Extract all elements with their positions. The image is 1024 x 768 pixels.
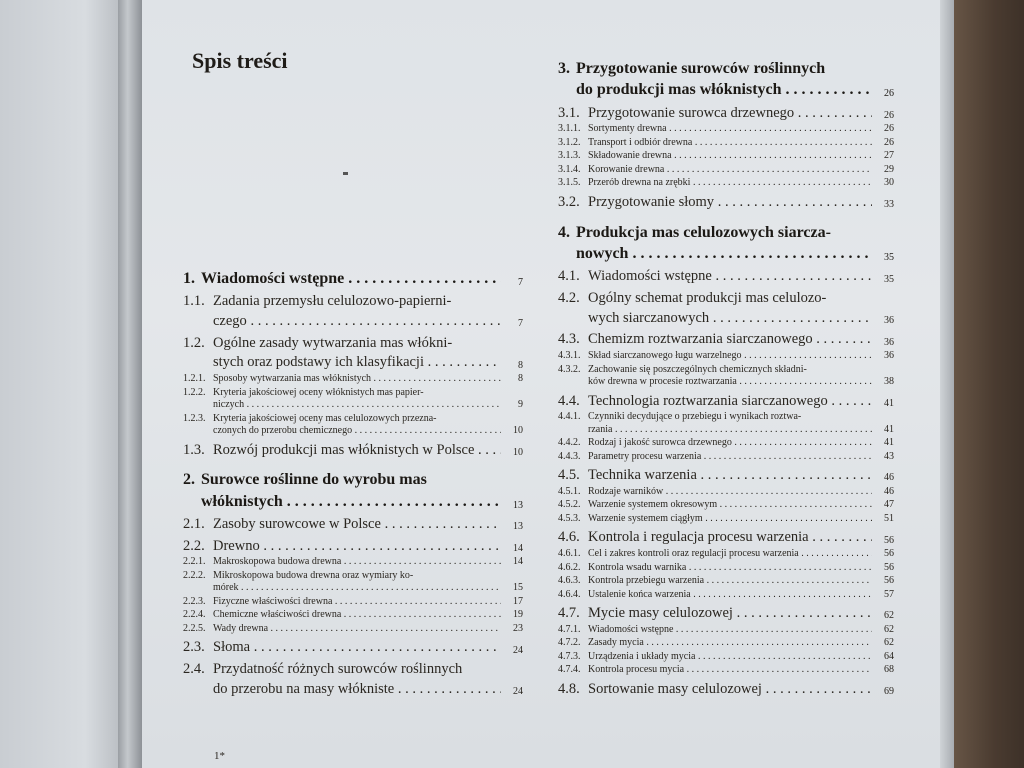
toc-page-number: 35 bbox=[884, 273, 894, 285]
toc-entry bbox=[558, 290, 894, 326]
toc-entry-title: do przerobu na masy włókniste . . . bbox=[213, 681, 501, 698]
toc-entry-number: 2.2.2. bbox=[183, 569, 206, 581]
toc-entry bbox=[183, 471, 523, 511]
toc-entry-title: Ogólny schemat produkcji mas celulozo- bbox=[588, 290, 827, 307]
toc-page-number: 69 bbox=[884, 685, 894, 697]
toc-entry bbox=[183, 335, 523, 371]
toc-page-number: 41 bbox=[884, 397, 894, 409]
toc-entry-title: Kontrola procesu mycia . . . bbox=[588, 664, 872, 676]
toc-entry-number: 4.8. bbox=[558, 680, 580, 697]
toc-entry-title: Makroskopowa budowa drewna . . . bbox=[213, 556, 501, 568]
toc-entry-title: Przygotowanie słomy . . . bbox=[588, 194, 872, 211]
toc-entry bbox=[558, 177, 894, 189]
toc-entry bbox=[183, 387, 523, 411]
toc-entry-number: 3.1.3. bbox=[558, 150, 581, 162]
toc-entry-title: niczych . . . bbox=[213, 399, 501, 411]
toc-entry-number: 4.7. bbox=[558, 605, 580, 622]
toc-page-number: 35 bbox=[884, 251, 894, 263]
toc-entry-number: 3.2. bbox=[558, 193, 580, 210]
toc-entry-number: 3. bbox=[558, 60, 570, 77]
toc-entry-number: 4.4. bbox=[558, 392, 580, 409]
toc-entry-title: Zadania przemysłu celulozowo-papierni- bbox=[213, 293, 452, 310]
toc-page-number: 51 bbox=[884, 512, 894, 524]
toc-entry-title: czego . . . bbox=[213, 313, 501, 330]
toc-entry-number: 4.7.1. bbox=[558, 623, 581, 635]
toc-page-number: 23 bbox=[513, 622, 523, 634]
toc-page-number: 29 bbox=[884, 163, 894, 175]
toc-entry-title: ków drewna w procesie roztwarzania . . . bbox=[588, 376, 872, 388]
toc-entry-number: 4.6.2. bbox=[558, 561, 581, 573]
toc-entry-title: Przydatność różnych surowców roślinnych bbox=[213, 661, 463, 678]
toc-page-number: 36 bbox=[884, 350, 894, 362]
toc-entry bbox=[558, 499, 894, 511]
toc-entry bbox=[183, 538, 523, 555]
toc-entry bbox=[558, 393, 894, 410]
toc-entry-number: 1.2. bbox=[183, 334, 205, 351]
toc-entry-title: Wady drewna . . . bbox=[213, 623, 501, 635]
toc-entry-title: Fizyczne właściwości drewna . . . bbox=[213, 596, 501, 608]
toc-entry bbox=[558, 562, 894, 574]
toc-entry bbox=[558, 486, 894, 498]
toc-entry bbox=[558, 411, 894, 435]
toc-entry-number: 4.4.3. bbox=[558, 450, 581, 462]
toc-entry-number: 4.4.2. bbox=[558, 437, 581, 449]
toc-page-number: 62 bbox=[884, 623, 894, 635]
toc-page-number: 62 bbox=[884, 610, 894, 622]
toc-entry bbox=[558, 123, 894, 135]
toc-entry-number: 4.7.2. bbox=[558, 637, 581, 649]
toc-entry bbox=[183, 516, 523, 533]
toc-entry bbox=[558, 224, 894, 264]
toc-entry-title: Surowce roślinne do wyrobu mas bbox=[201, 471, 427, 489]
toc-page-number: 26 bbox=[884, 109, 894, 121]
toc-entry-title: stych oraz podstawy ich klasyfikacji . . . bbox=[213, 354, 501, 371]
toc-entry bbox=[558, 681, 894, 698]
toc-entry bbox=[558, 624, 894, 636]
toc-entry-title: Kontrola wsadu warnika . . . bbox=[588, 562, 872, 574]
toc-entry bbox=[558, 268, 894, 285]
toc-entry-title: Kryteria jakościowej oceny mas celulozowych przezna- bbox=[213, 412, 437, 424]
toc-entry-title: Parametry procesu warzenia . . . bbox=[588, 451, 872, 463]
toc-page-number: 36 bbox=[884, 336, 894, 348]
toc-column-right bbox=[558, 60, 894, 697]
toc-page-number: 33 bbox=[884, 199, 894, 211]
toc-entry-number: 2.2.5. bbox=[183, 622, 206, 634]
toc-entry bbox=[558, 637, 894, 649]
toc-page-number: 10 bbox=[513, 425, 523, 437]
toc-entry bbox=[558, 575, 894, 587]
toc-entry bbox=[183, 639, 523, 656]
toc-entry-title: Cel i zakres kontroli oraz regulacji procesu warzenia . . . bbox=[588, 548, 872, 560]
book-cover-flap bbox=[0, 0, 122, 768]
toc-entry-number: 1.2.3. bbox=[183, 412, 206, 424]
toc-page-number: 8 bbox=[518, 359, 523, 371]
toc-page-number: 15 bbox=[513, 582, 523, 594]
toc-entry-number: 2.1. bbox=[183, 516, 205, 533]
toc-entry-number: 4.1. bbox=[558, 268, 580, 285]
toc-page-number: 10 bbox=[513, 446, 523, 458]
toc-page-number: 14 bbox=[513, 542, 523, 554]
toc-entry-number: 2.2.3. bbox=[183, 595, 206, 607]
toc-entry bbox=[558, 664, 894, 676]
toc-entry-title: Chemizm roztwarzania siarczanowego . . . bbox=[588, 331, 872, 348]
toc-entry bbox=[183, 442, 523, 459]
toc-page-number: 30 bbox=[884, 177, 894, 189]
toc-entry-number: 2.4. bbox=[183, 661, 205, 678]
toc-entry-title: Warzenie systemem okresowym . . . bbox=[588, 499, 872, 511]
toc-entry bbox=[558, 331, 894, 348]
toc-entry bbox=[183, 556, 523, 568]
toc-entry bbox=[183, 623, 523, 635]
toc-entry-title: Kontrola i regulacja procesu warzenia . . . bbox=[588, 529, 872, 546]
toc-entry-number: 1. bbox=[183, 270, 195, 287]
toc-page-number: 8 bbox=[518, 373, 523, 385]
toc-entry-title: nowych . . . bbox=[576, 245, 872, 263]
toc-entry-title: Sposoby wytwarzania mas włóknistych . . . bbox=[213, 373, 501, 385]
toc-entry bbox=[183, 293, 523, 329]
toc-entry-title: Wiadomości wstępne . . . bbox=[201, 270, 501, 288]
toc-entry bbox=[558, 451, 894, 463]
toc-entry-number: 4.3.1. bbox=[558, 350, 581, 362]
toc-page-number: 47 bbox=[884, 499, 894, 511]
toc-entry bbox=[558, 589, 894, 601]
toc-page-number: 9 bbox=[518, 399, 523, 411]
toc-page-number: 13 bbox=[513, 521, 523, 533]
toc-entry-number: 2.3. bbox=[183, 639, 205, 656]
toc-page-number: 27 bbox=[884, 150, 894, 162]
toc-entry-title: Zasoby surowcowe w Polsce . . . bbox=[213, 516, 501, 533]
toc-entry bbox=[558, 605, 894, 622]
toc-entry-title: Technika warzenia . . . bbox=[588, 467, 872, 484]
toc-entry-title: Przygotowanie surowca drzewnego . . . bbox=[588, 105, 872, 122]
toc-entry-title: Czynniki decydujące o przebiegu i wynikach roztwa- bbox=[588, 411, 802, 423]
toc-entry bbox=[558, 364, 894, 388]
toc-entry-number: 4.6.4. bbox=[558, 588, 581, 600]
toc-entry-title: Kryteria jakościowej oceny włóknistych mas papier- bbox=[213, 386, 424, 398]
toc-column-left bbox=[183, 270, 523, 697]
toc-entry bbox=[558, 651, 894, 663]
toc-entry-title: Skład siarczanowego ługu warzelnego . . . bbox=[588, 350, 872, 362]
toc-entry-number: 4.5.3. bbox=[558, 512, 581, 524]
toc-entry-number: 2.2.4. bbox=[183, 609, 206, 621]
toc-page-number: 46 bbox=[884, 472, 894, 484]
toc-entry-title: Technologia roztwarzania siarczanowego . . . bbox=[588, 393, 872, 410]
toc-page-number: 56 bbox=[884, 561, 894, 573]
toc-entry-title: Produkcja mas celulozowych siarcza- bbox=[576, 223, 831, 241]
toc-entry-number: 4.2. bbox=[558, 290, 580, 307]
toc-entry bbox=[183, 661, 523, 697]
toc-page-number: 43 bbox=[884, 450, 894, 462]
toc-entry-number: 1.2.1. bbox=[183, 373, 206, 385]
desk-background bbox=[950, 0, 1024, 768]
toc-entry-number: 1.3. bbox=[183, 441, 205, 458]
toc-page-number: 64 bbox=[884, 650, 894, 662]
toc-entry-title: Chemiczne właściwości drewna . . . bbox=[213, 609, 501, 621]
toc-entry-number: 4.7.4. bbox=[558, 664, 581, 676]
toc-entry-title: mórek . . . bbox=[213, 582, 501, 594]
toc-entry bbox=[558, 548, 894, 560]
toc-entry-number: 3.1. bbox=[558, 104, 580, 121]
toc-entry bbox=[558, 164, 894, 176]
toc-entry-number: 3.1.1. bbox=[558, 123, 581, 135]
toc-entry-number: 4.6. bbox=[558, 529, 580, 546]
toc-entry-title: do produkcji mas włóknistych . . . bbox=[576, 81, 872, 99]
toc-entry-title: Warzenie systemem ciągłym . . . bbox=[588, 513, 872, 525]
toc-entry bbox=[558, 350, 894, 362]
toc-page-number: 26 bbox=[884, 136, 894, 148]
toc-page-number: 7 bbox=[518, 318, 523, 330]
toc-page-number: 26 bbox=[884, 88, 894, 100]
toc-entry-title: Wiadomości wstępne . . . bbox=[588, 268, 872, 285]
toc-entry bbox=[183, 413, 523, 437]
toc-entry-number: 1.2.2. bbox=[183, 386, 206, 398]
signature-mark: 1* bbox=[214, 750, 225, 762]
toc-entry-number: 4.5. bbox=[558, 467, 580, 484]
toc-page-number: 57 bbox=[884, 588, 894, 600]
toc-page-number: 56 bbox=[884, 548, 894, 560]
page-edge bbox=[940, 0, 954, 768]
toc-entry-number: 4.5.1. bbox=[558, 485, 581, 497]
toc-entry-title: Składowanie drewna . . . bbox=[588, 150, 872, 162]
toc-entry-title: Zasady mycia . . . bbox=[588, 637, 872, 649]
toc-entry-title: Ogólne zasady wytwarzania mas włókni- bbox=[213, 334, 453, 351]
toc-entry bbox=[183, 570, 523, 594]
toc-entry-number: 4.5.2. bbox=[558, 499, 581, 511]
toc-page-number: 46 bbox=[884, 485, 894, 497]
toc-page-number: 19 bbox=[513, 609, 523, 621]
toc-entry-number: 4.4.1. bbox=[558, 411, 581, 423]
toc-entry-title: Słoma . . . bbox=[213, 639, 501, 656]
toc-page-number: 41 bbox=[884, 437, 894, 449]
toc-entry-title: Rodzaje warników . . . bbox=[588, 486, 872, 498]
toc-entry-title: Korowanie drewna . . . bbox=[588, 164, 872, 176]
toc-page-number: 68 bbox=[884, 664, 894, 676]
toc-page-number: 36 bbox=[884, 314, 894, 326]
toc-entry bbox=[558, 105, 894, 122]
toc-entry-number: 3.1.5. bbox=[558, 177, 581, 189]
toc-entry-title: Przerób drewna na zrębki . . . bbox=[588, 177, 872, 189]
toc-entry bbox=[558, 513, 894, 525]
toc-page-number: 7 bbox=[518, 276, 523, 288]
toc-entry-title: Sortowanie masy celulozowej . . . bbox=[588, 681, 872, 698]
toc-entry-title: Wiadomości wstępne . . . bbox=[588, 624, 872, 636]
toc-entry-number: 2.2.1. bbox=[183, 556, 206, 568]
toc-entry-number: 2. bbox=[183, 471, 195, 489]
toc-entry-title: Mikroskopowa budowa drewna oraz wymiary ko- bbox=[213, 569, 414, 581]
toc-entry-title: Zachowanie się poszczególnych chemicznych składni- bbox=[588, 363, 807, 375]
toc-entry-number: 4. bbox=[558, 223, 570, 241]
toc-entry-number: 4.6.3. bbox=[558, 575, 581, 587]
toc-entry-title: Mycie masy celulozowej . . . bbox=[588, 605, 872, 622]
toc-entry-number: 3.1.4. bbox=[558, 163, 581, 175]
toc-page-number: 17 bbox=[513, 595, 523, 607]
toc-page-number: 38 bbox=[884, 376, 894, 388]
toc-entry bbox=[558, 60, 894, 100]
toc-entry bbox=[558, 529, 894, 546]
toc-page-number: 13 bbox=[513, 499, 523, 511]
toc-entry bbox=[558, 150, 894, 162]
toc-entry-number: 2.2. bbox=[183, 537, 205, 554]
toc-entry-title: Transport i odbiór drewna . . . bbox=[588, 137, 872, 149]
toc-entry bbox=[558, 137, 894, 149]
toc-entry-title: Drewno . . . bbox=[213, 538, 501, 555]
toc-entry bbox=[558, 437, 894, 449]
toc-entry-title: Kontrola przebiegu warzenia . . . bbox=[588, 575, 872, 587]
toc-entry-title: wych siarczanowych . . . bbox=[588, 310, 872, 327]
toc-page-number: 41 bbox=[884, 423, 894, 435]
ink-speck bbox=[343, 172, 348, 175]
book-gutter bbox=[118, 0, 142, 768]
page-title: Spis treści bbox=[192, 48, 288, 73]
toc-entry-title: Rozwój produkcji mas włóknistych w Polsce . . . bbox=[213, 442, 501, 459]
toc-page-number: 26 bbox=[884, 123, 894, 135]
toc-entry-title: Ustalenie końca warzenia . . . bbox=[588, 589, 872, 601]
toc-page-number: 56 bbox=[884, 534, 894, 546]
toc-entry-title: Przygotowanie surowców roślinnych bbox=[576, 60, 826, 77]
toc-entry bbox=[183, 596, 523, 608]
toc-entry-title: włóknistych . . . bbox=[201, 493, 501, 511]
toc-page-number: 24 bbox=[513, 644, 523, 656]
toc-entry-number: 4.7.3. bbox=[558, 650, 581, 662]
toc-entry-number: 1.1. bbox=[183, 293, 205, 310]
toc-entry bbox=[558, 194, 894, 211]
toc-page-number: 62 bbox=[884, 637, 894, 649]
toc-page-number: 14 bbox=[513, 556, 523, 568]
toc-entry-title: Sortymenty drewna . . . bbox=[588, 123, 872, 135]
toc-entry-title: Rodzaj i jakość surowca drzewnego . . . bbox=[588, 437, 872, 449]
toc-page-number: 24 bbox=[513, 685, 523, 697]
toc-entry bbox=[183, 373, 523, 385]
toc-entry-number: 3.1.2. bbox=[558, 136, 581, 148]
toc-entry-number: 4.3. bbox=[558, 331, 580, 348]
toc-entry-title: czonych do przerobu chemicznego . . . bbox=[213, 425, 501, 437]
toc-entry-number: 4.3.2. bbox=[558, 363, 581, 375]
toc-entry bbox=[183, 609, 523, 621]
toc-page-number: 56 bbox=[884, 575, 894, 587]
toc-entry-title: rzania . . . bbox=[588, 424, 872, 436]
toc-entry-number: 4.6.1. bbox=[558, 548, 581, 560]
toc-entry bbox=[183, 270, 523, 288]
toc-entry bbox=[558, 467, 894, 484]
toc-entry-title: Urządzenia i układy mycia . . . bbox=[588, 651, 872, 663]
